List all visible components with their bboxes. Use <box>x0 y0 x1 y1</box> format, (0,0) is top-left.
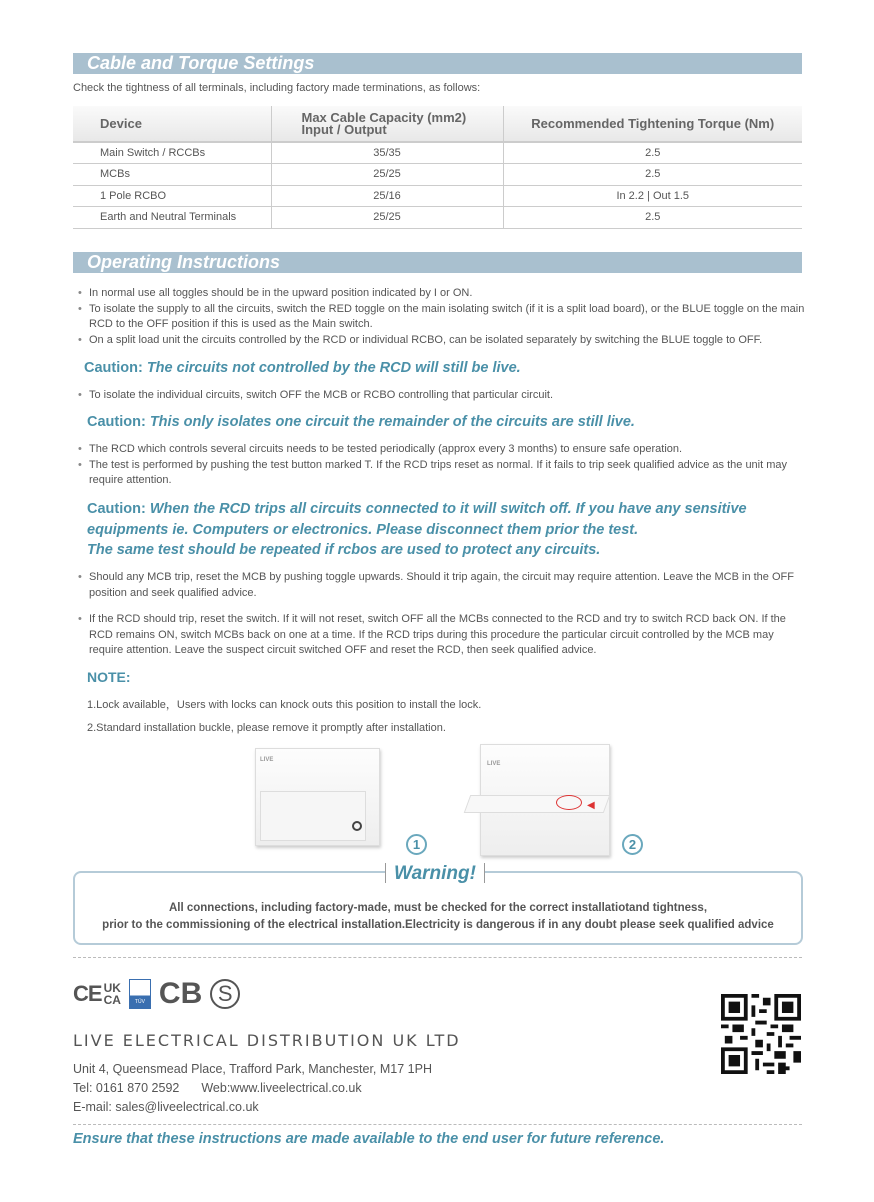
col-torque: Recommended Tightening Torque (Nm) <box>503 106 802 142</box>
divider <box>73 1124 802 1125</box>
instruction-list-2 <box>75 388 805 404</box>
caution-1 <box>84 358 521 379</box>
list-item: • Should any MCB trip, reset the MCB by pushing toggle upwards. Should it trip again, the circuit may require attention. Leave the MCB in the OFF position and seek qualified advice. <box>75 570 805 601</box>
note-title: NOTE: <box>87 669 131 685</box>
tuv-mark-icon: TÜV <box>129 979 151 1009</box>
col-capacity-sub: Input / Output <box>301 121 387 137</box>
cb-mark-icon: CB <box>158 977 203 1010</box>
company-name: LIVE ELECTRICAL DISTRIBUTION UK LTD <box>73 1031 461 1050</box>
caution-text: When the RCD trips all circuits connected to it will switch off. If you have any sensitive equipments ie. Computers or electronics. Please disconnect them prior the test. <box>87 501 747 538</box>
caution-text-2: The same test should be repeated if rcbos are used to protect any circuits. <box>87 542 601 558</box>
figure-label-1: 1 <box>406 834 427 855</box>
table-row <box>73 164 802 186</box>
col-capacity-label: Max Cable Capacity (mm2) <box>301 109 467 125</box>
qr-code[interactable] <box>721 994 801 1074</box>
list-item: • The RCD which controls several circuits needs to be tested periodically (approx every 3 months) to ensure safe operation. <box>75 442 805 458</box>
cell: 2.5 <box>503 207 802 229</box>
warning-title: Warning! <box>385 863 485 883</box>
caution-label: Caution: <box>87 501 146 517</box>
cell: 2.5 <box>503 164 802 186</box>
list-item: • To isolate the supply to all the circuits, switch the RED toggle on the main isolating switch (if it is a split load board), or the BLUE toggle on the main RCD to the OFF position if this is used as the Main switch. <box>75 302 805 333</box>
telephone: Tel: 0161 870 2592 <box>73 1081 180 1095</box>
cell: 1 Pole RCBO <box>73 185 271 207</box>
cell: 25/25 <box>271 164 503 186</box>
cell: 2.5 <box>503 142 802 164</box>
instruction-list-3 <box>75 442 805 489</box>
instruction-list-4 <box>75 570 805 601</box>
section-title-operating: Operating Instructions <box>73 252 802 273</box>
ukca-mark-icon <box>104 982 121 1006</box>
instruction-list-5 <box>75 612 807 659</box>
instruction-list-1 <box>75 286 805 348</box>
website-link[interactable]: Web:www.liveelectrical.co.uk <box>201 1081 362 1095</box>
cell: Earth and Neutral Terminals <box>73 207 271 229</box>
figure-label-2: 2 <box>622 834 643 855</box>
note-item-2: 2.Standard installation buckle, please remove it promptly after installation. <box>87 722 446 734</box>
cable-intro: Check the tightness of all terminals, including factory made terminations, as follows: <box>73 82 481 94</box>
warning-text <box>73 900 803 934</box>
ce-mark-icon: CE <box>73 981 102 1006</box>
section-title-cable: Cable and Torque Settings <box>73 53 802 74</box>
email-link[interactable]: E-mail: sales@liveelectrical.co.uk <box>73 1100 259 1114</box>
cell: 25/16 <box>271 185 503 207</box>
table-row <box>73 142 802 164</box>
caution-label: Caution: <box>87 414 146 430</box>
col-device: Device <box>73 106 271 142</box>
note-item-1: 1.Lock available，Users with locks can knock outs this position to install the lock. <box>87 699 482 711</box>
warning-line-1: All connections, including factory-made, must be checked for the correct installatiotand tightness, <box>168 902 708 914</box>
caution-text: The circuits not controlled by the RCD will still be live. <box>146 360 521 376</box>
col-capacity <box>271 106 503 142</box>
figure-lock-knockout <box>255 748 380 846</box>
table-row <box>73 207 802 229</box>
buckle-highlight-icon <box>556 795 582 810</box>
certification-marks <box>73 977 240 1011</box>
cell: 25/25 <box>271 207 503 229</box>
cell: MCBs <box>73 164 271 186</box>
table-row <box>73 185 802 207</box>
ukca-bottom: CA <box>103 993 121 1007</box>
brand-logo: LIVE <box>487 761 501 767</box>
caution-label: Caution: <box>84 360 143 376</box>
caution-text: This only isolates one circuit the remainder of the circuits are still live. <box>149 414 635 430</box>
caution-2 <box>87 412 635 433</box>
list-item: • If the RCD should trip, reset the switch. If it will not reset, switch OFF all the MCBs connected to the RCD and try to switch RCD back ON. If the RCD remains ON, switch MCBs back on one at a time. If the RCD trips during this procedure the particular circuit controlled by the MCB may require attention. Leave the suspect circuit switched OFF and reset the RCD, then seek qualified advice. <box>75 612 807 659</box>
address: Unit 4, Queensmead Place, Trafford Park, Manchester, M17 1PH <box>73 1062 432 1076</box>
warning-line-2: prior to the commissioning of the electrical installation.Electricity is dangerous if in any doubt please seek qualified advice <box>102 919 774 931</box>
list-item: • The test is performed by pushing the test button marked T. If the RCD trips reset as normal. If it fails to trip seek qualified advice as the unit may require attention. <box>75 458 805 489</box>
knockout-icon <box>352 821 362 831</box>
s-mark-icon: S <box>210 979 240 1009</box>
cell: In 2.2 | Out 1.5 <box>503 185 802 207</box>
ukca-top: UK <box>103 981 121 995</box>
cell: 35/35 <box>271 142 503 164</box>
torque-table <box>73 106 802 229</box>
list-item: • In normal use all toggles should be in the upward position indicated by I or ON. <box>75 286 805 302</box>
list-item: • To isolate the individual circuits, switch OFF the MCB or RCBO controlling that particular circuit. <box>75 388 805 404</box>
brand-logo: LIVE <box>260 757 274 763</box>
arrow-left-icon: ◀ <box>587 800 595 811</box>
table-header <box>73 106 802 142</box>
list-item: • On a split load unit the circuits controlled by the RCD or individual RCBO, can be isolated separately by switching the BLUE toggle to OFF. <box>75 333 805 349</box>
contact-block <box>73 1060 432 1117</box>
figure-buckle <box>480 744 610 856</box>
divider <box>73 957 802 958</box>
door-panel <box>260 791 366 841</box>
cell: Main Switch / RCCBs <box>73 142 271 164</box>
caution-3 <box>87 499 767 561</box>
footer-notice: Ensure that these instructions are made available to the end user for future reference. <box>73 1131 665 1147</box>
